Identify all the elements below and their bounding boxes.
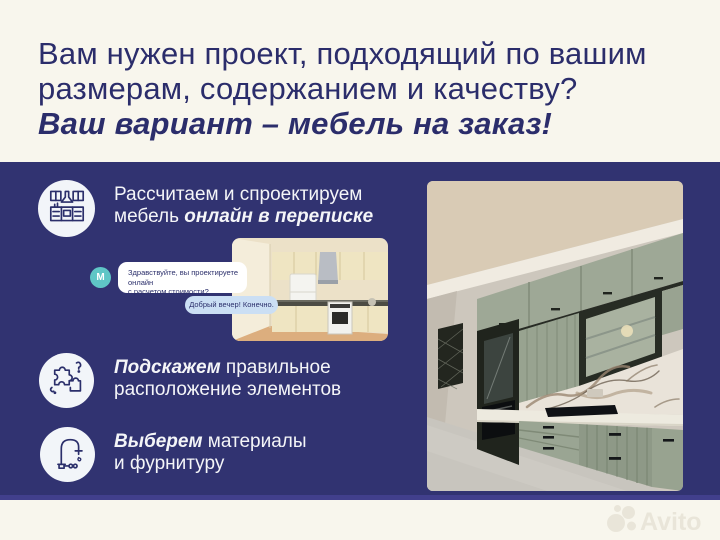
heading-line-2: размерам, содержанием и качеству? xyxy=(38,71,578,106)
feature-icon-circle-3 xyxy=(40,427,95,482)
incoming-chat-bubble xyxy=(118,262,247,296)
feature-2-line-1: Подскажем правильное xyxy=(114,357,331,378)
outgoing-text: Добрый вечер! Конечно. xyxy=(189,300,274,309)
svg-text:Avito: Avito xyxy=(640,508,702,536)
incoming-line-1: Здравствуйте, вы проектируете онлайн xyxy=(128,268,239,287)
feature-3-line-2: и фурнитуру xyxy=(114,453,225,474)
feature-2-line-2: расположение элементов xyxy=(114,379,342,400)
incoming-line-2: с расчетом стоимости? xyxy=(128,287,209,296)
faucet-icon xyxy=(49,433,87,476)
avatar-letter: М xyxy=(96,272,105,283)
kitchen-photo xyxy=(427,181,683,491)
feature-icon-circle-2 xyxy=(39,353,94,408)
kitchen-cabinets-icon xyxy=(48,187,86,230)
avito-logo-icon xyxy=(607,505,636,532)
feature-item-2 xyxy=(114,357,341,401)
heading-line-1: Вам нужен проект, подходящий по вашим xyxy=(38,36,647,71)
feature-1-line-2: мебель онлайн в переписке xyxy=(114,206,374,227)
outgoing-chat-bubble xyxy=(185,296,278,314)
avito-watermark xyxy=(604,502,710,536)
feature-3-line-1: Выберем материалы xyxy=(114,431,307,452)
page-title xyxy=(38,36,698,141)
feature-icon-circle-1 xyxy=(38,180,95,237)
feature-item-1 xyxy=(114,184,373,228)
feature-1-line-1: Рассчитаем и спроектируем xyxy=(114,184,363,205)
heading-line-3: Ваш вариант – мебель на заказ! xyxy=(38,106,553,141)
bottom-divider xyxy=(0,495,720,500)
chat-avatar xyxy=(90,267,111,288)
kitchen-render-image xyxy=(232,238,388,341)
puzzle-icon xyxy=(48,359,86,402)
feature-item-3 xyxy=(114,431,307,475)
